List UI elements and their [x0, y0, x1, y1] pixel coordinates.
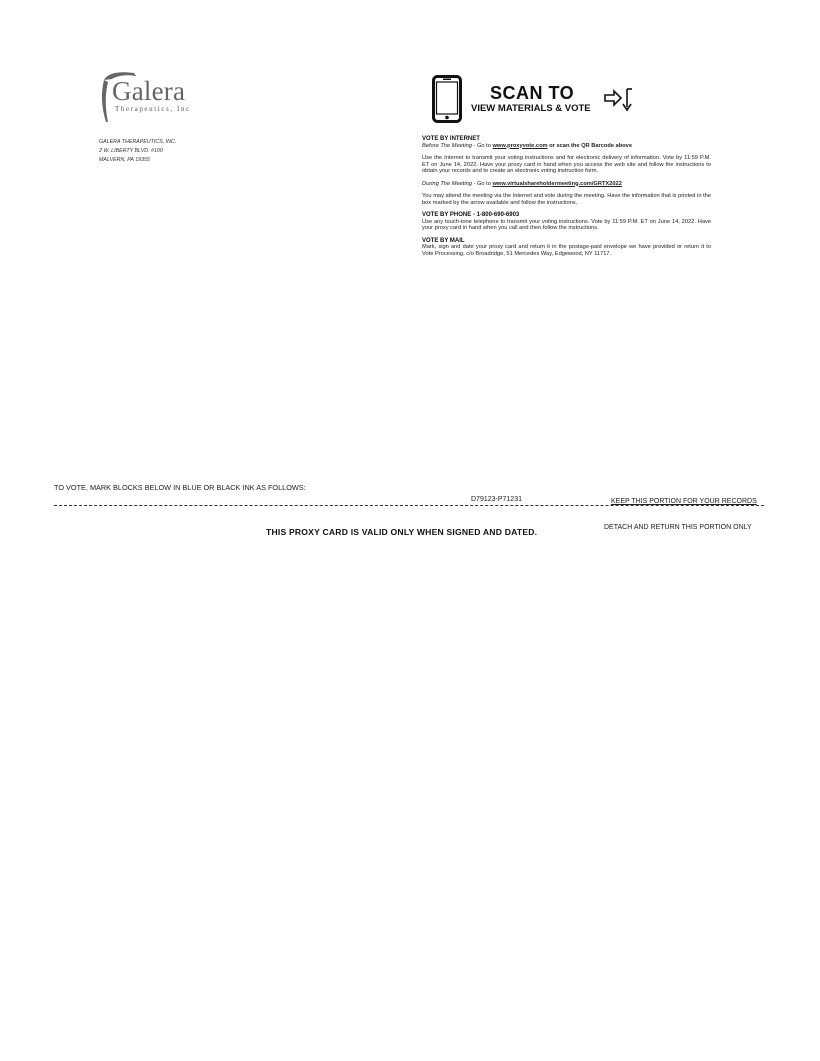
control-code: D79123-P71231 — [471, 496, 522, 503]
ballot-instruction: TO VOTE, MARK BLOCKS BELOW IN BLUE OR BLACK INK AS FOLLOWS: — [54, 483, 306, 492]
address-line-2: 2 W. LIBERTY BLVD. #100 — [99, 148, 163, 154]
qr-instruction: or scan the QR Barcode above — [547, 142, 632, 149]
virtual-meeting-link[interactable]: www.virtualshareholdermeeting.com/GRTX2022 — [492, 180, 622, 187]
right-down-arrows-icon — [604, 87, 634, 113]
logo-wordmark: Galera — [112, 76, 186, 106]
smartphone-icon — [432, 75, 462, 123]
internet-during-body: You may attend the meeting via the Internet and vote during the meeting. Have the information that is printed in the box marked by the arrow available and follow the instructions. — [422, 193, 711, 206]
internet-before-body: Use the Internet to transmit your voting instructions and for electronic delivery of information. Vote by 11:59 P.M. ET on June 14, 2022. Have your proxy card in hand when you access the web site and follow the instructions to obtain your records and to create an electronic voting instruction form. — [422, 155, 711, 174]
before-meeting-label: Before The Meeting — [422, 142, 472, 149]
internet-during-line — [422, 181, 711, 188]
proxyvote-link[interactable]: www.proxyvote.com — [492, 142, 548, 149]
voting-instructions — [422, 136, 711, 263]
scan-subtitle: VIEW MATERIALS & VOTE — [471, 103, 591, 114]
internet-before-line — [422, 143, 711, 150]
detach-portion-label: DETACH AND RETURN THIS PORTION ONLY — [604, 524, 752, 531]
validity-notice: THIS PROXY CARD IS VALID ONLY WHEN SIGNED AND DATED. — [266, 527, 538, 537]
detach-dashed-line — [54, 505, 764, 506]
company-address — [99, 138, 219, 165]
during-meeting-label: During The Meeting — [422, 180, 472, 187]
logo-tagline: Therapeutics, Inc — [115, 105, 191, 113]
internet-heading: VOTE BY INTERNET — [422, 136, 480, 142]
address-line-1: GALERA THERAPEUTICS, INC. — [99, 139, 177, 145]
before-goto-text: - Go to — [471, 142, 493, 149]
phone-heading: VOTE BY PHONE - 1-800-690-6903 — [422, 212, 520, 218]
address-line-3: MALVERN, PA 19355 — [99, 157, 150, 163]
phone-body: Use any touch-tone telephone to transmit your voting instructions. Vote by 11:59 P.M. ET on June 14, 2022. Have your proxy card in hand when you call and then follow the instructions. — [422, 218, 711, 231]
mail-body: Mark, sign and date your proxy card and return it in the postage-paid envelope we have provided or return it to Vote Processing, c/o Broadridge, 51 Mercedes Way, Edgewood, NY 11717. — [422, 244, 711, 257]
keep-portion-label: KEEP THIS PORTION FOR YOUR RECORDS — [611, 498, 757, 505]
scan-title: SCAN TO — [490, 83, 575, 103]
company-logo — [98, 70, 208, 126]
mail-heading: VOTE BY MAIL — [422, 237, 465, 244]
during-goto-text: - Go to — [471, 180, 493, 187]
